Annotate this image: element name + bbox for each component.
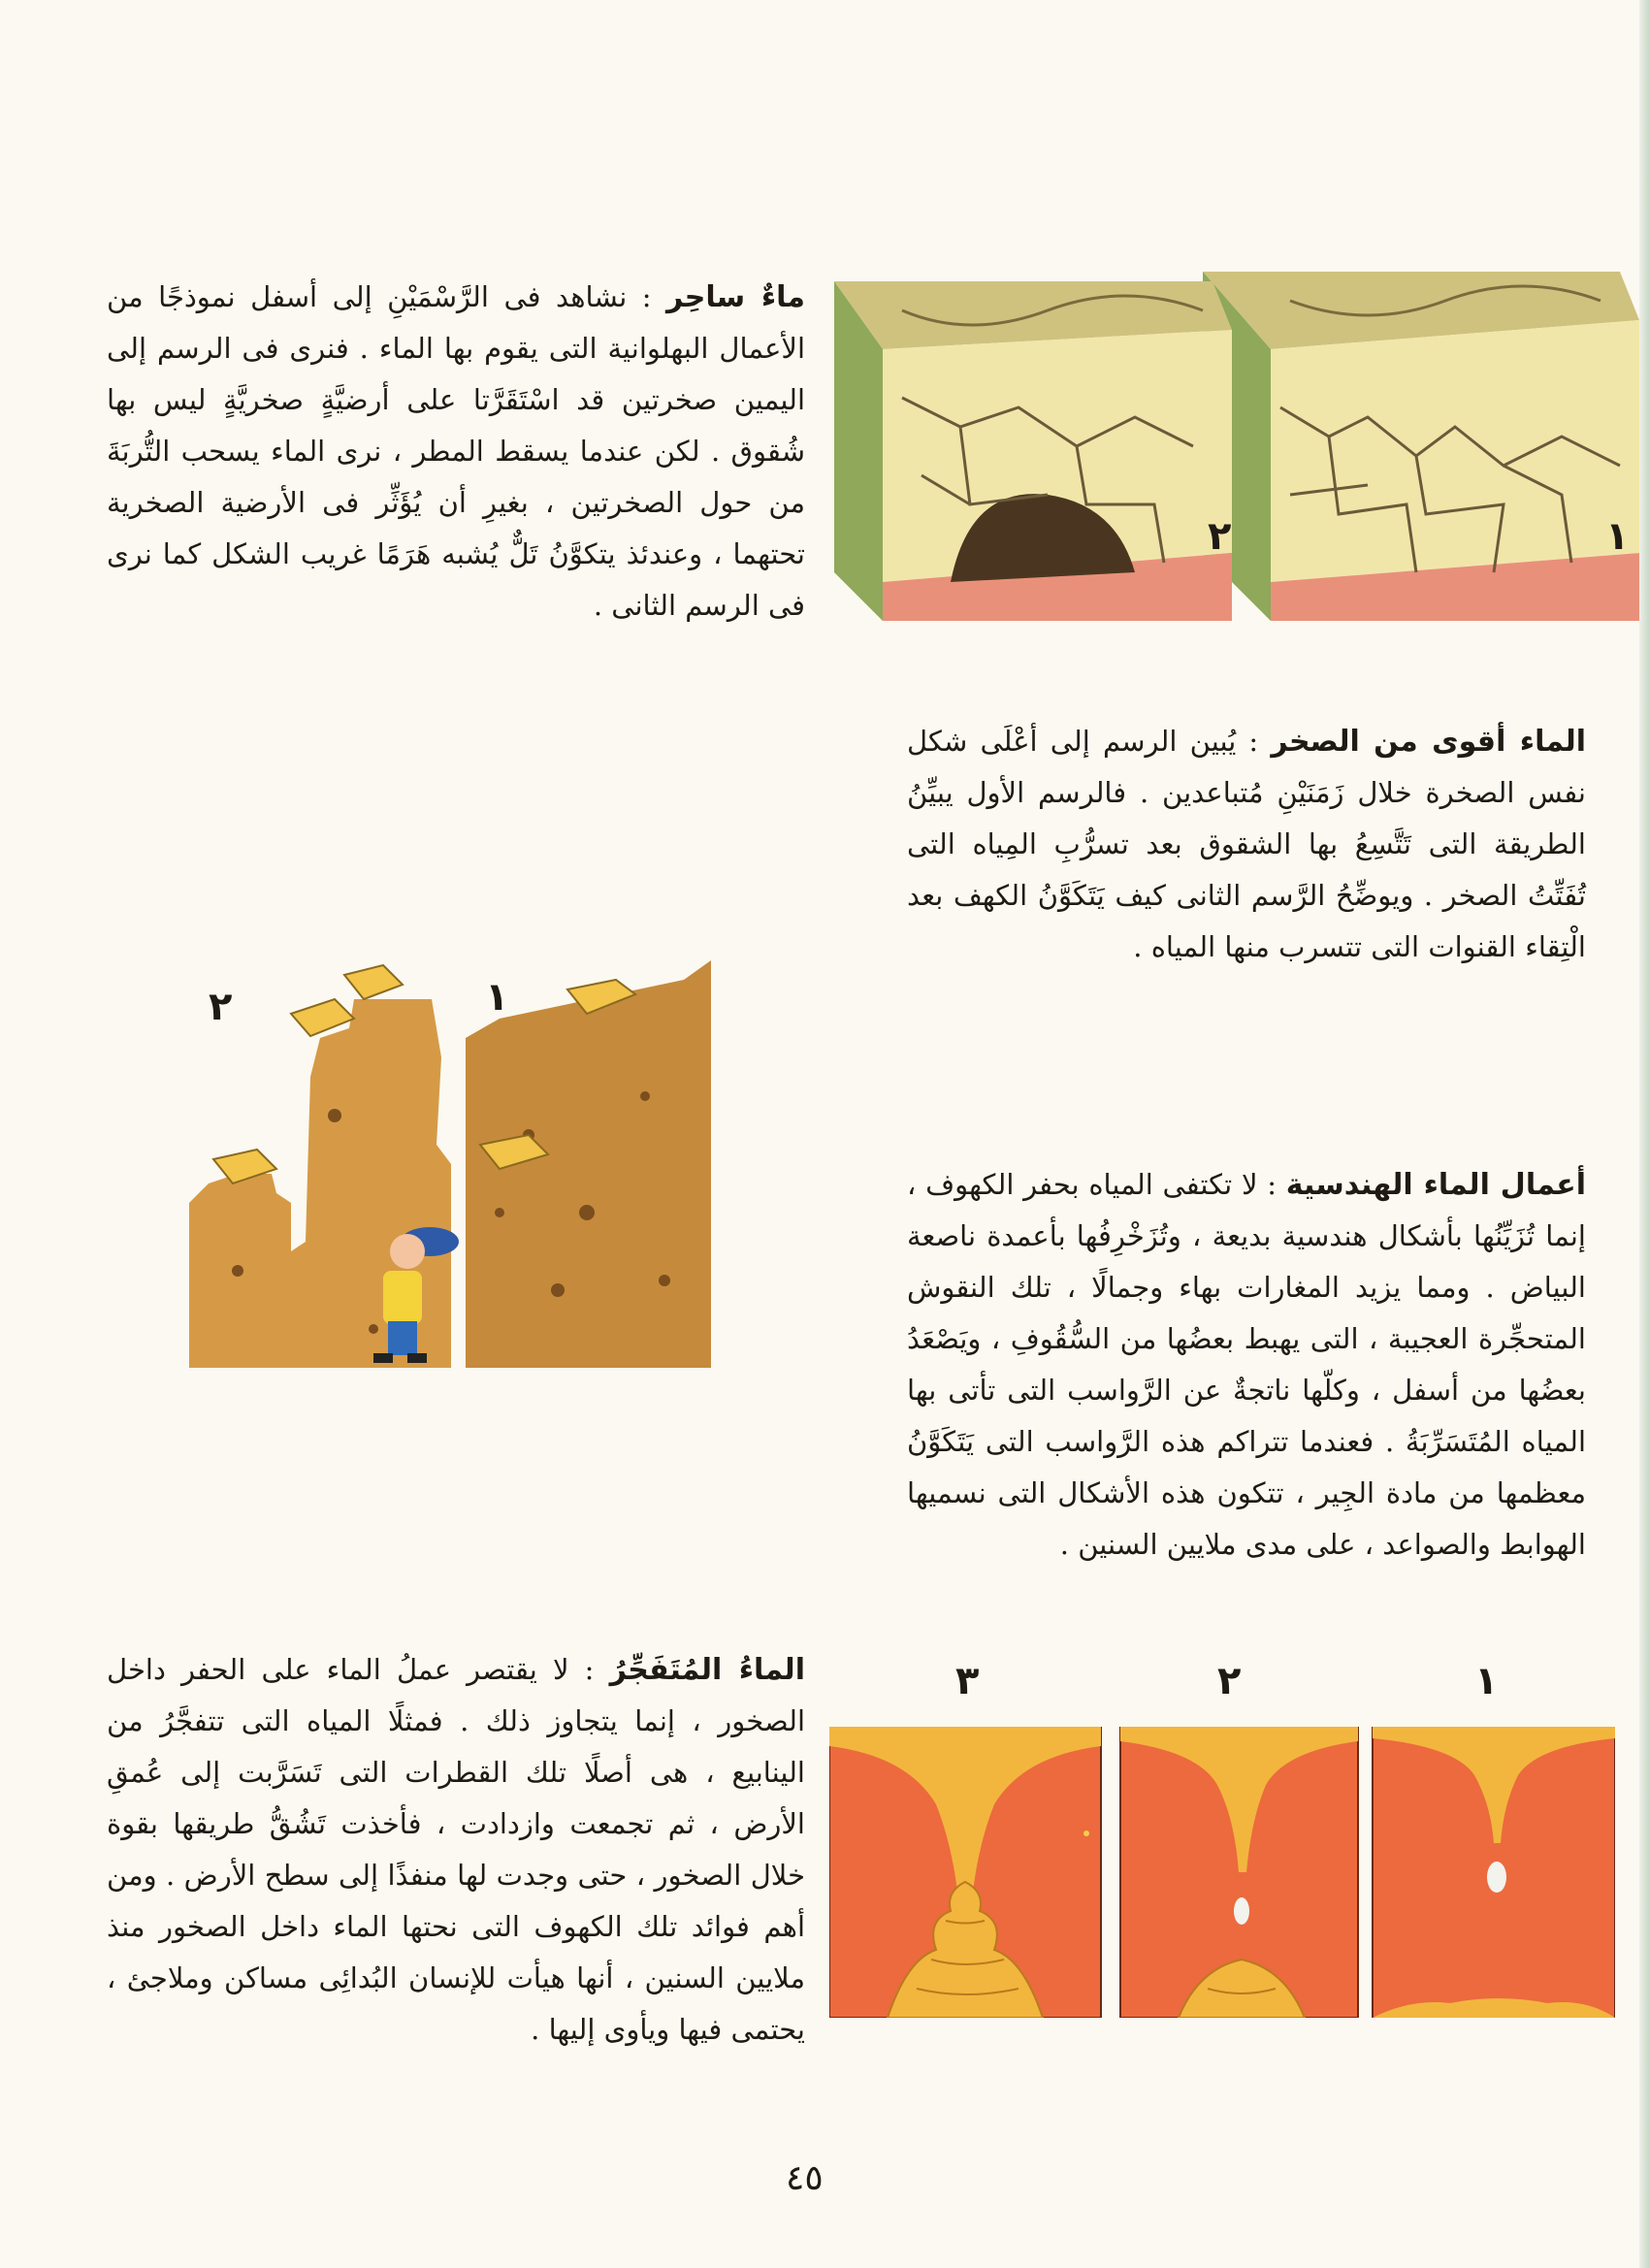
- section-body: : لا تكتفى المياه بحفر الكهوف ، إنما تُزَيِّنُها بأشكال هندسية بديعة ، وتُزَخْرِفُها بأعمدة ناصعة البياض . ومما يزيد المغارات بهاء وجمالًا ، تلك النقوش المتحجِّرة العجيبة ، التى يهبط بعضُها من السُّقُوفِ ، ويَصْعَدُ بعضُها من أسفل ، وكلّها ناتجةٌ عن الرَّواسب التى تأتى بها المياه المُتَسَرِّبَةُ . فعندما تتراكم هذه الرَّواسب التى يَتَكَوَّنُ معظمها من مادة الجِير ، تتكون هذه الأشكال التى نسميها الهوابط والصواعد ، على مدى ملايين السنين .: [907, 1168, 1586, 1561]
- section-body: : يُبين الرسم إلى أعْلَى شكل نفس الصخرة خلال زَمَنَيْنِ مُتباعدين . فالرسم الأول يبيِّنُ الطريقة التى تَتَّسِعُ بها الشقوق بعد تسرُّبِ المِياه التى تُفَتِّتُ الصخر . ويوضِّحُ الرَّسم الثانى كيف يَتَكَوَّنُ الكهف بعد الْتِقاء القنوات التى تتسرب منها المياه .: [907, 725, 1586, 963]
- pillar-label-1: ١: [485, 975, 509, 1020]
- section-body: : نشاهد فى الرَّسْمَيْنِ إلى أسفل نموذجًا من الأعمال البهلوانية التى يقوم بها الماء . فنرى فى الرسم إلى اليمين صخرتين قد اسْتَقَرَّتا على أرضيَّةٍ صخريَّةٍ ليس بها شُقوق . لكن عندما يسقط المطر ، نرى الماء يسحب التُّربَةَ من حول الصخرتين ، بغيرِ أن يُؤَثِّر فى الأرضية الصخرية تحتهما ، وعندئذ يتكوَّنُ تَلٌّ يُشبه هَرَمًا غريب الشكل كما نرى فى الرسم الثانى .: [107, 280, 805, 622]
- section-magic-water: [107, 272, 805, 632]
- drip-panel-2: [1120, 1727, 1358, 2018]
- pillar-label-2: ٢: [209, 985, 233, 1029]
- pillar-panel-1: [466, 960, 711, 1368]
- pillar-illustration: [179, 960, 723, 1397]
- rock-block-illustration: [824, 262, 1649, 631]
- section-body: : لا يقتصر عملُ الماء على الحفر داخل الصخور ، إنما يتجاوز ذلك . فمثلًا المياه التى تتفجَّرُ من الينابيع ، هى أصلًا تلك القطرات التى تَسَرَّبت إلى عُمقِ الأرض ، ثم تجمعت وازدادت ، فأخذت تَشُقُّ طريقها بقوة خلال الصخور ، حتى وجدت لها منفذًا إلى سطح الأرض . ومن أهم فوائد تلك الكهوف التى نحتها الماء داخل الصخور منذ ملايين السنين ، أنها هيأت للإنسان البُدائِى مساكن وملاجئ ، يحتمى فيها ويأوى إليها .: [107, 1653, 805, 2046]
- drip-panel-3: [829, 1727, 1101, 2018]
- drip-panel-1: [1373, 1727, 1615, 2018]
- section-gushing-water: [107, 1644, 805, 2056]
- section-heading: أعمال الماء الهندسية: [1285, 1168, 1586, 1202]
- page-number: ٤٥: [786, 2158, 824, 2198]
- drip-label-1: ١: [1474, 1659, 1499, 1703]
- section-heading: الماء أقوى من الصخر: [1271, 725, 1586, 759]
- rock-block-label-1: ١: [1605, 514, 1630, 559]
- drip-label-3: ٣: [955, 1659, 980, 1703]
- section-stronger-than-rock: [907, 716, 1586, 973]
- rock-block-1: [1203, 272, 1639, 621]
- rock-block-label-2: ٢: [1208, 514, 1232, 559]
- section-engineering-works: [907, 1159, 1586, 1571]
- drip-illustration: [829, 1727, 1615, 2018]
- section-heading: ماءٌ ساحِر: [666, 280, 805, 314]
- drip-label-2: ٢: [1217, 1659, 1242, 1703]
- section-heading: الماءُ المُتَفَجِّرُ: [609, 1653, 805, 1687]
- rock-block-2: [834, 281, 1232, 621]
